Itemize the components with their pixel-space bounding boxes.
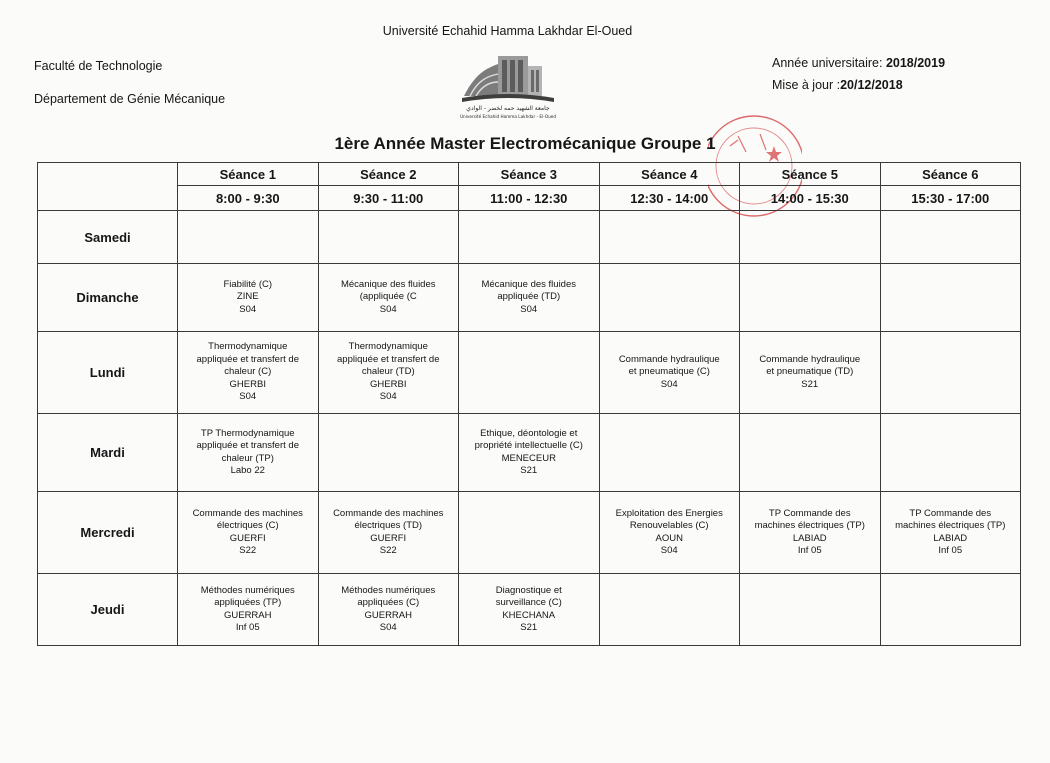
session-time-1: 8:00 - 9:30 [178, 186, 319, 211]
empty-cell [740, 574, 881, 646]
course-cell [599, 492, 740, 574]
course-line: Commande hydraulique [759, 353, 861, 365]
university-logo [458, 50, 558, 125]
empty-cell [178, 211, 319, 264]
course-line: Mécanique des fluides [481, 278, 577, 290]
course-line: Thermodynamique [348, 341, 428, 353]
page-title: 1ère Année Master Electromécanique Groupe 1 [334, 134, 716, 153]
course-line: Thermodynamique [208, 341, 288, 353]
course-line: appliquée et transfert de [337, 353, 440, 365]
session-header-6: Séance 6 [880, 163, 1021, 186]
course-line: GHERBI [229, 378, 266, 390]
course-line: Inf 05 [235, 622, 260, 633]
session-header-3: Séance 3 [459, 163, 600, 186]
course-line: S04 [660, 378, 678, 390]
course-cell [318, 332, 459, 414]
course-line: TP Thermodynamique [200, 427, 295, 439]
empty-cell [459, 332, 600, 414]
course-line: (appliquée (C [359, 291, 417, 303]
course-line: S22 [379, 545, 397, 556]
update-date-label: Mise à jour : [772, 78, 841, 92]
course-line: S04 [239, 303, 257, 315]
day-label: Jeudi [38, 574, 178, 646]
session-time-5: 14:00 - 15:30 [740, 186, 881, 211]
course-line: Méthodes numériques [200, 584, 295, 596]
course-line: TP Commande des [768, 507, 851, 519]
empty-cell [740, 414, 881, 492]
update-date [772, 78, 903, 92]
course-line: Labo 22 [230, 465, 265, 476]
course-line: S04 [239, 391, 257, 403]
course-line: S04 [660, 545, 678, 556]
empty-cell [880, 574, 1021, 646]
course-line: S21 [801, 378, 819, 390]
course-line: Inf 05 [797, 545, 822, 556]
course-line: LABIAD [792, 532, 827, 544]
course-line: Méthodes numériques [341, 584, 436, 596]
course-cell [178, 574, 319, 646]
academic-year-value: 2018/2019 [885, 56, 946, 70]
update-date-value: 20/12/2018 [840, 78, 903, 92]
course-line: appliquée et transfert de [196, 353, 299, 365]
course-line: S21 [520, 465, 538, 476]
course-line: GHERBI [370, 378, 407, 390]
course-cell [599, 332, 740, 414]
course-cell [178, 414, 319, 492]
course-line: S22 [239, 545, 257, 556]
department-name: Département de Génie Mécanique [34, 92, 226, 106]
course-line: Mécanique des fluides [340, 278, 436, 290]
course-line: GUERFI [229, 532, 266, 544]
course-line: Inf 05 [938, 545, 963, 556]
course-line: Exploitation des Energies [615, 507, 723, 519]
session-header-4: Séance 4 [599, 163, 740, 186]
empty-cell [740, 264, 881, 332]
course-line: Commande des machines [192, 507, 303, 519]
day-row [38, 332, 1021, 414]
faculty-name: Faculté de Technologie [34, 59, 163, 73]
course-line: GUERRAH [223, 609, 272, 621]
course-line: S04 [379, 303, 397, 315]
course-line: LABIAD [933, 532, 968, 544]
course-cell [740, 492, 881, 574]
course-line: appliquées (TP) [214, 597, 282, 608]
course-cell [178, 492, 319, 574]
empty-cell [880, 211, 1021, 264]
day-row [38, 574, 1021, 646]
day-label: Mardi [38, 414, 178, 492]
course-line: AOUN [655, 532, 683, 544]
session-time-4: 12:30 - 14:00 [599, 186, 740, 211]
course-line: GUERFI [370, 532, 407, 544]
course-line: S04 [520, 303, 538, 315]
day-label: Lundi [38, 332, 178, 414]
course-line: Commande hydraulique [618, 353, 720, 365]
day-label: Dimanche [38, 264, 178, 332]
course-line: S21 [520, 622, 538, 633]
course-line: Fiabilité (C) [223, 278, 273, 290]
empty-cell [740, 211, 881, 264]
course-cell [459, 264, 600, 332]
course-cell [178, 264, 319, 332]
empty-cell [599, 264, 740, 332]
timetable [37, 162, 1021, 646]
empty-cell [459, 211, 600, 264]
empty-cell [880, 414, 1021, 492]
course-line: chaleur (C) [224, 366, 272, 378]
course-cell [459, 574, 600, 646]
empty-cell [318, 211, 459, 264]
day-row [38, 264, 1021, 332]
day-row [38, 211, 1021, 264]
session-header-2: Séance 2 [318, 163, 459, 186]
course-cell [459, 414, 600, 492]
course-line: appliquées (C) [357, 597, 420, 608]
day-row [38, 492, 1021, 574]
day-label: Mercredi [38, 492, 178, 574]
course-line: chaleur (TD) [361, 366, 415, 378]
course-cell [318, 574, 459, 646]
svg-text:Université Echahid Hamma Lakhd: Université Echahid Hamma Lakhdar - El-Oued [459, 114, 557, 119]
course-line: MENECEUR [501, 452, 556, 464]
course-cell [178, 332, 319, 414]
course-line: propriété intellectuelle (C) [474, 440, 583, 451]
course-line: S04 [379, 622, 397, 633]
empty-cell [599, 414, 740, 492]
academic-year [772, 56, 945, 70]
course-line: KHECHANA [502, 609, 556, 621]
session-time-2: 9:30 - 11:00 [318, 186, 459, 211]
day-label: Samedi [38, 211, 178, 264]
course-line: ZINE [236, 291, 259, 303]
course-line: appliquée et transfert de [196, 440, 299, 451]
course-line: Renouvelables (C) [629, 520, 709, 531]
svg-text:جامعة الشهيد حمه لخضر - الوادي: جامعة الشهيد حمه لخضر - الوادي [466, 105, 550, 112]
academic-year-label: Année universitaire: [772, 56, 886, 70]
empty-cell [880, 332, 1021, 414]
course-cell [740, 332, 881, 414]
course-line: et pneumatique (C) [628, 366, 710, 378]
course-line: Commande des machines [333, 507, 444, 519]
course-line: appliquée (TD) [497, 291, 561, 303]
table-corner [38, 163, 178, 211]
course-line: GUERRAH [364, 609, 412, 621]
course-line: électriques (TD) [354, 520, 423, 531]
course-line: électriques (C) [216, 520, 279, 531]
day-row [38, 414, 1021, 492]
course-line: machines électriques (TP) [754, 520, 865, 531]
course-line: Diagnostique et [495, 584, 562, 596]
course-line: et pneumatique (TD) [766, 366, 854, 378]
course-cell [318, 264, 459, 332]
empty-cell [459, 492, 600, 574]
course-line: chaleur (TP) [221, 452, 274, 464]
session-header-5: Séance 5 [740, 163, 881, 186]
course-line: surveillance (C) [495, 597, 562, 608]
empty-cell [880, 264, 1021, 332]
course-line: S04 [379, 391, 397, 403]
empty-cell [599, 574, 740, 646]
course-line: machines électriques (TP) [895, 520, 1006, 531]
university-name: Université Echahid Hamma Lakhdar El-Oued [382, 24, 633, 38]
empty-cell [318, 414, 459, 492]
session-time-3: 11:00 - 12:30 [459, 186, 600, 211]
course-cell [880, 492, 1021, 574]
course-line: TP Commande des [909, 507, 992, 519]
course-line: Ethique, déontologie et [480, 427, 578, 439]
empty-cell [599, 211, 740, 264]
session-header-1: Séance 1 [178, 163, 319, 186]
session-time-6: 15:30 - 17:00 [880, 186, 1021, 211]
course-cell [318, 492, 459, 574]
